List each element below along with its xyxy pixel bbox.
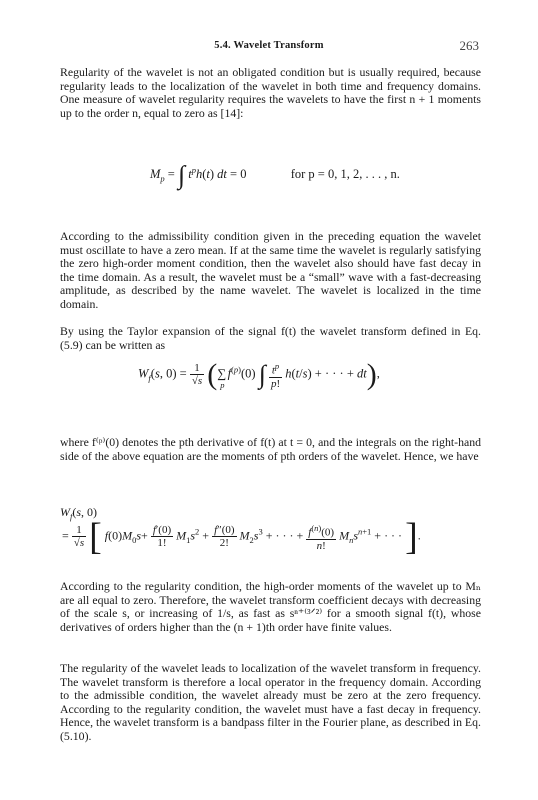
running-head: 5.4. Wavelet Transform (214, 40, 324, 51)
page-number: 263 (459, 38, 479, 53)
equation-label-wf: $W_f(s$, 0) (60, 505, 98, 522)
eq1-lhs-sub: p (160, 173, 165, 184)
paragraph-regularity: Regularity of the wavelet is not an obligated condition but is usually required, because regularity leads to the localization of the wavelet in both time and frequency domains. One measure of wavelet regularity requires the wavelets to have the first n + 1 moments up to the order n, equal to zero as [14]: (60, 65, 481, 120)
paragraph-taylor: By using the Taylor expansion of the signal f(t) the wavelet transform defined in Eq. (5.9) can be written as (60, 324, 481, 352)
eq1-rhs: = 0 (230, 167, 247, 182)
paragraph-high-order-moments: According to the regularity condition, the high-order moments of the wavelet up to Mₙ are all equal to zero. Therefore, the wavelet transform coefficient decays with decreasing of the scale s, or increasing of 1/s, as fast as sⁿ⁺⁽³ᐟ²⁾ for a smooth signal f(t), whose derivatives of orders higher than the (n + 1)th order have finite values. (60, 579, 481, 634)
paragraph-derivative: where f⁽ᵖ⁾(0) denotes the pth derivative of f(t) at t = 0, and the integrals on the right-hand side of the above equation are the moments of pth orders of the wavelet. Hence, we have (60, 435, 481, 463)
paragraph-localization: The regularity of the wavelet leads to localization of the wavelet transform in frequency. The wavelet transform is therefore a local operator in the frequency domain. According to the admissible condition, the wavelet already must be zero at the zero frequency. According to the regularity condition, the wavelet must have a fast decay in frequency. Hence, the wavelet transform is a bandpass filter in the Fourier plane, as described in Eq. (5.10). (60, 661, 481, 743)
equation-taylor-expansion: $W_f(s$, 0) = $\frac{1}{√s}$ ($\sum_p$ $f^{(p)}(0)$ ∫ $\frac{t^p}{p!}$ h(t/s) + · · · + dt), (138, 357, 380, 391)
eq1-condition: for p = 0, 1, 2, . . . , n. (290, 167, 400, 182)
page-header (0, 40, 538, 56)
eq1-lhs: M (150, 167, 161, 182)
paragraph-admissibility: According to the admissibility condition given in the preceding equation the wavelet must oscillate to have a zero mean. If at the same time the wavelet is regularly satisfying the zero high-order moment condition, then the wavelet also should have fast decay in the time domain. As a result, the wavelet must be a “small” wave with a fast-decreasing amplitude, as described by the name wavelet. The wavelet is localized in the time domain. (60, 229, 481, 311)
equation-moments: $M_p$ = ∫ $t^ph(t)$ dt = 0 for p = 0, 1, 2, . . . , n. (150, 160, 400, 190)
equation-moment-series: = $\frac{1}{√s}$ [ $f(0)M_0s+$ $\frac{f'(0)}{1!}$ $M_1s^2$ + $\frac{f''(0)}{2!}$ $M_2s^3$ + · · · + $\frac{f^{(n)}(0)}{n!}$ $M_ns^{n+1}$ + · · · ]. (62, 515, 421, 558)
